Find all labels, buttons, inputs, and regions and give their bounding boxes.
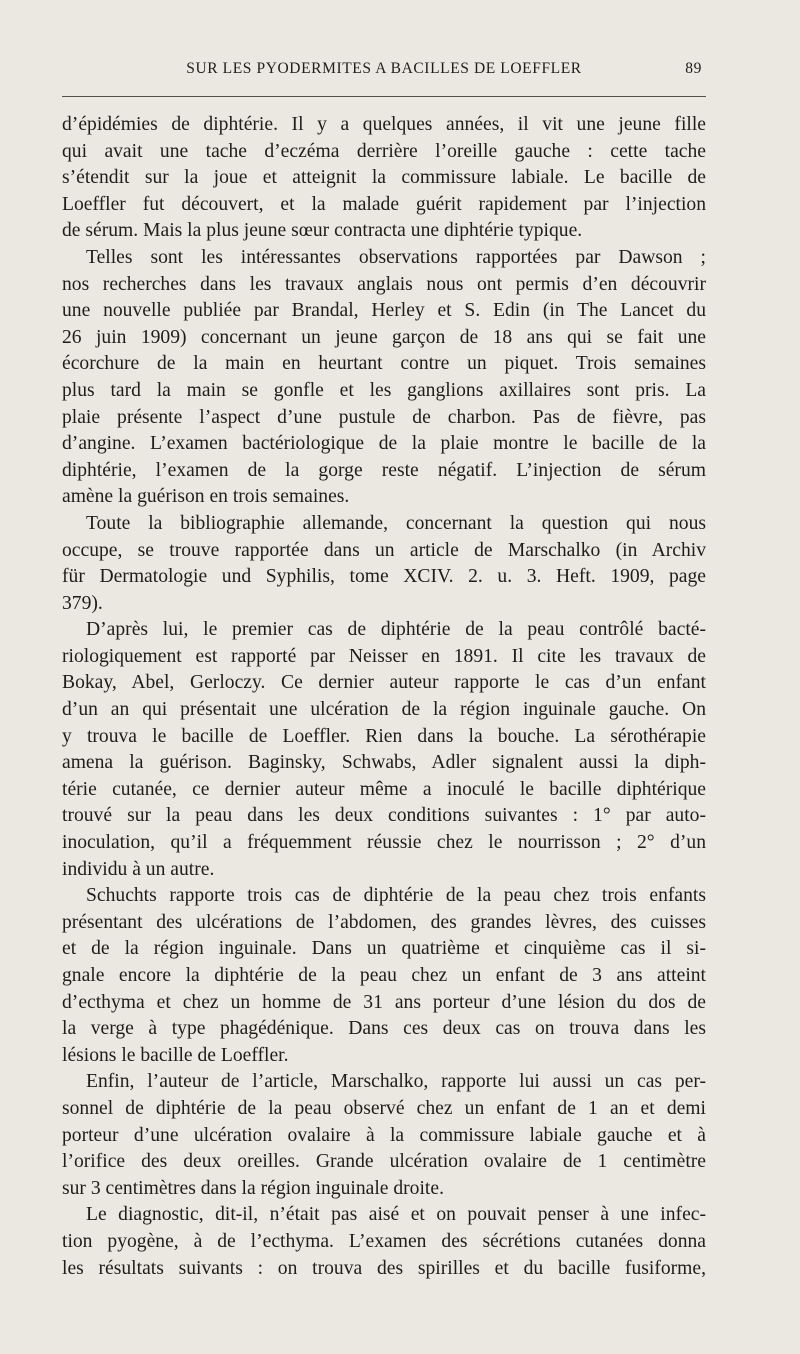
text-line: diphtérie, l’examen de la gorge reste négatif. L’injection de sérum [62,459,706,481]
text-line: l’orifice des deux oreilles. Grande ulcération ovalaire de 1 centimètre [62,1151,706,1173]
text-line: une nouvelle publiée par Brandal, Herley et S. Edin (in The Lancet du [62,300,706,322]
text-line: écorchure de la main en heurtant contre un piquet. Trois semaines [62,353,706,375]
text-line: porteur d’une ulcération ovalaire à la commissure labiale gauche et à [62,1124,706,1146]
text-line: de sérum. Mais la plus jeune sœur contracta une diphtérie typique. [62,220,583,242]
text-line: occupe, se trouve rapportée dans un article de Marschalko (in Archiv [62,539,706,561]
text-line: térie cutanée, ce dernier auteur même a inoculé le bacille diphtérique [62,778,706,800]
text-line: qui avait une tache d’eczéma derrière l’oreille gauche : cette tache [62,140,706,162]
text-line: inoculation, qu’il a fréquemment réussie chez le nourrisson ; 2° d’un [62,832,706,854]
text-line: sonnel de diphtérie de la peau observé chez un enfant de 1 an et demi [62,1097,706,1119]
text-line: d’épidémies de diphtérie. Il y a quelques années, il vit une jeune fille [62,114,706,135]
text-line: Bokay, Abel, Gerloczy. Ce dernier auteur rapporte le cas d’un enfant [62,672,706,694]
text-line: d’ecthyma et chez un homme de 31 ans porteur d’une lésion du dos de [62,991,706,1013]
text-line: présentant des ulcérations de l’abdomen, des grandes lèvres, des cuisses [62,911,706,933]
text-line: Enfin, l’auteur de l’article, Marschalko, rapporte lui aussi un cas per- [86,1071,706,1093]
text-line: d’un an qui présentait une ulcération de la région inguinale gauche. On [62,699,706,721]
text-line: sur 3 centimètres dans la région inguinale droite. [62,1177,444,1199]
text-line: riologiquement est rapporté par Neisser en 1891. Il cite les travaux de [62,645,706,667]
text-line: amena la guérison. Baginsky, Schwabs, Adler signalent aussi la diph- [62,752,706,774]
text-line: individu à un autre. [62,858,215,880]
text-line: Loeffler fut découvert, et la malade guérit rapidement par l’injection [62,193,706,215]
text-line: Le diagnostic, dit-il, n’était pas aisé et on pouvait penser à une infec- [86,1204,706,1226]
text-line: für Dermatologie und Syphilis, tome XCIV. 2. u. 3. Heft. 1909, page [62,566,706,588]
header-rule [62,96,706,97]
text-line: y trouva le bacille de Loeffler. Rien dans la bouche. La sérothérapie [62,725,706,747]
text-line: plus tard la main se gonfle et les ganglions axillaires sont pris. La [62,379,706,401]
body-text [62,112,706,1282]
text-line: tion pyogène, à de l’ecthyma. L’examen des sécrétions cutanées donna [62,1230,706,1252]
text-line: nos recherches dans les travaux anglais nous ont permis d’en découvrir [62,273,706,295]
text-line: et de la région inguinale. Dans un quatrième et cinquième cas il si- [62,938,706,960]
text-line: 26 juin 1909) concernant un jeune garçon de 18 ans qui se fait une [62,326,706,348]
page-header [62,60,706,84]
text-line: Schuchts rapporte trois cas de diphtérie de la peau chez trois enfants [86,885,706,907]
text-line: D’après lui, le premier cas de diphtérie de la peau contrôlé bacté- [86,619,706,641]
text-line: amène la guérison en trois semaines. [62,486,350,508]
page-number: 89 [685,60,702,77]
text-line: Telles sont les intéressantes observations rapportées par Dawson ; [86,246,706,268]
text-line: s’étendit sur la joue et atteignit la commissure labiale. Le bacille de [62,167,706,189]
text-line: la verge à type phagédénique. Dans ces deux cas on trouva dans les [62,1018,706,1040]
text-line: Toute la bibliographie allemande, concernant la question qui nous [86,512,706,534]
text-line: trouvé sur la peau dans les deux conditions suivantes : 1° par auto- [62,805,706,827]
text-line: lésions le bacille de Loeffler. [62,1044,289,1066]
text-line: les résultats suivants : on trouva des spirilles et du bacille fusiforme, [62,1257,706,1279]
text-line: 379). [62,592,103,614]
text-line: d’angine. L’examen bactériologique de la plaie montre le bacille de la [62,433,706,455]
running-title: SUR LES PYODERMITES A BACILLES DE LOEFFLER [186,60,582,77]
text-line: gnale encore la diphtérie de la peau chez un enfant de 3 ans atteint [62,965,706,986]
text-line: plaie présente l’aspect d’une pustule de charbon. Pas de fièvre, pas [62,406,706,428]
